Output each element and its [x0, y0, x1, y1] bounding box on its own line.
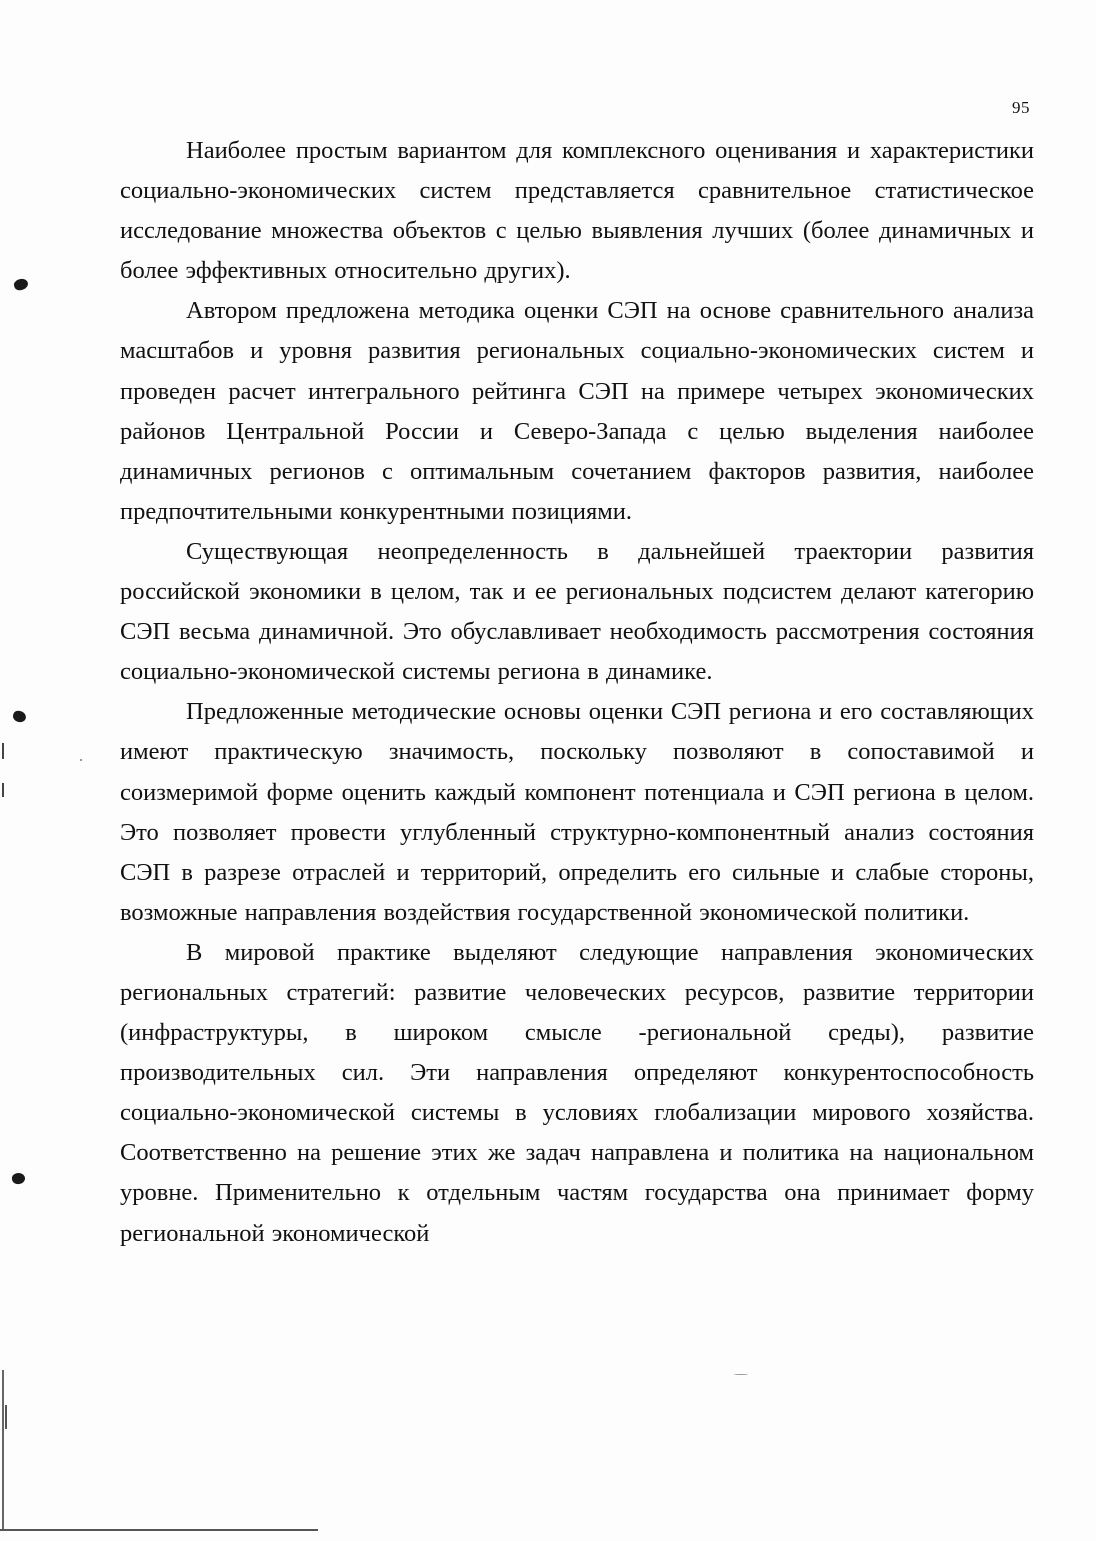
paragraph-2: Автором предложена методика оценки СЭП на основе сравнительного анализа масштабов и уровня развития региональных социально-экономических систем и проведен расчет интегрального рейтинга СЭП на примере четырех экономических районов Центральной России и Северо-Запада с целью выделения наиболее динамичных регионов с оптимальным сочетанием факторов развития, наиболее предпочтительными конкурентными позициями. — [120, 297, 1034, 525]
scan-artifact-line — [5, 1405, 7, 1429]
scan-artifact-mark — [11, 1172, 26, 1185]
paragraph-1: Наиболее простым вариантом для комплексного оценивания и характеристики социально-экономических систем представляется сравнительное статистическое исследование множества объектов с целью выявления лучших (более динамичных и более эффективных относительно других). — [120, 137, 1034, 285]
paragraph-5: В мировой практике выделяют следующие направления экономических региональных стратегий: развитие человеческих ресурсов, развитие территории (инфраструктуры, в широком смысле -региональной среды), развитие производительных сил. Эти направления определяют конкурентоспособность социально-экономической системы в условиях глобализации мирового хозяйства. Соответственно на решение этих же задач направлена и политика на национальном уровне. Применительно к отдельным частям государства она принимает форму региональной экономической — [120, 938, 1034, 1247]
scan-artifact-speck — [734, 1374, 748, 1375]
scan-artifact-line — [2, 743, 4, 759]
paragraph-4: Предложенные методические основы оценки СЭП региона и его составляющих имеют практическую значимость, поскольку позволяют в сопоставимой и соизмеримой форме оценить каждый компонент потенциала и СЭП региона в целом. Это позволяет провести углубленный структурно-компонентный анализ состояния СЭП в разрезе отраслей и территорий, определить его сильные и слабые стороны, возможные направления воздействия государственной экономической политики. — [120, 698, 1034, 926]
scan-artifact-speck — [80, 759, 82, 761]
page-number: 95 — [1012, 98, 1030, 117]
document-body — [120, 131, 1034, 1254]
scan-artifact-mark — [12, 710, 27, 724]
scan-artifact-mark — [13, 277, 30, 292]
scan-artifact-line — [0, 1529, 318, 1531]
scan-artifact-line — [2, 783, 4, 797]
scan-artifact-line — [2, 1370, 4, 1530]
paragraph-3: Существующая неопределенность в дальнейшей траектории развития российской экономики в целом, так и ее региональных подсистем делают категорию СЭП весьма динамичной. Это обуславливает необходимость рассмотрения состояния социально-экономической системы региона в динамике. — [120, 537, 1034, 686]
